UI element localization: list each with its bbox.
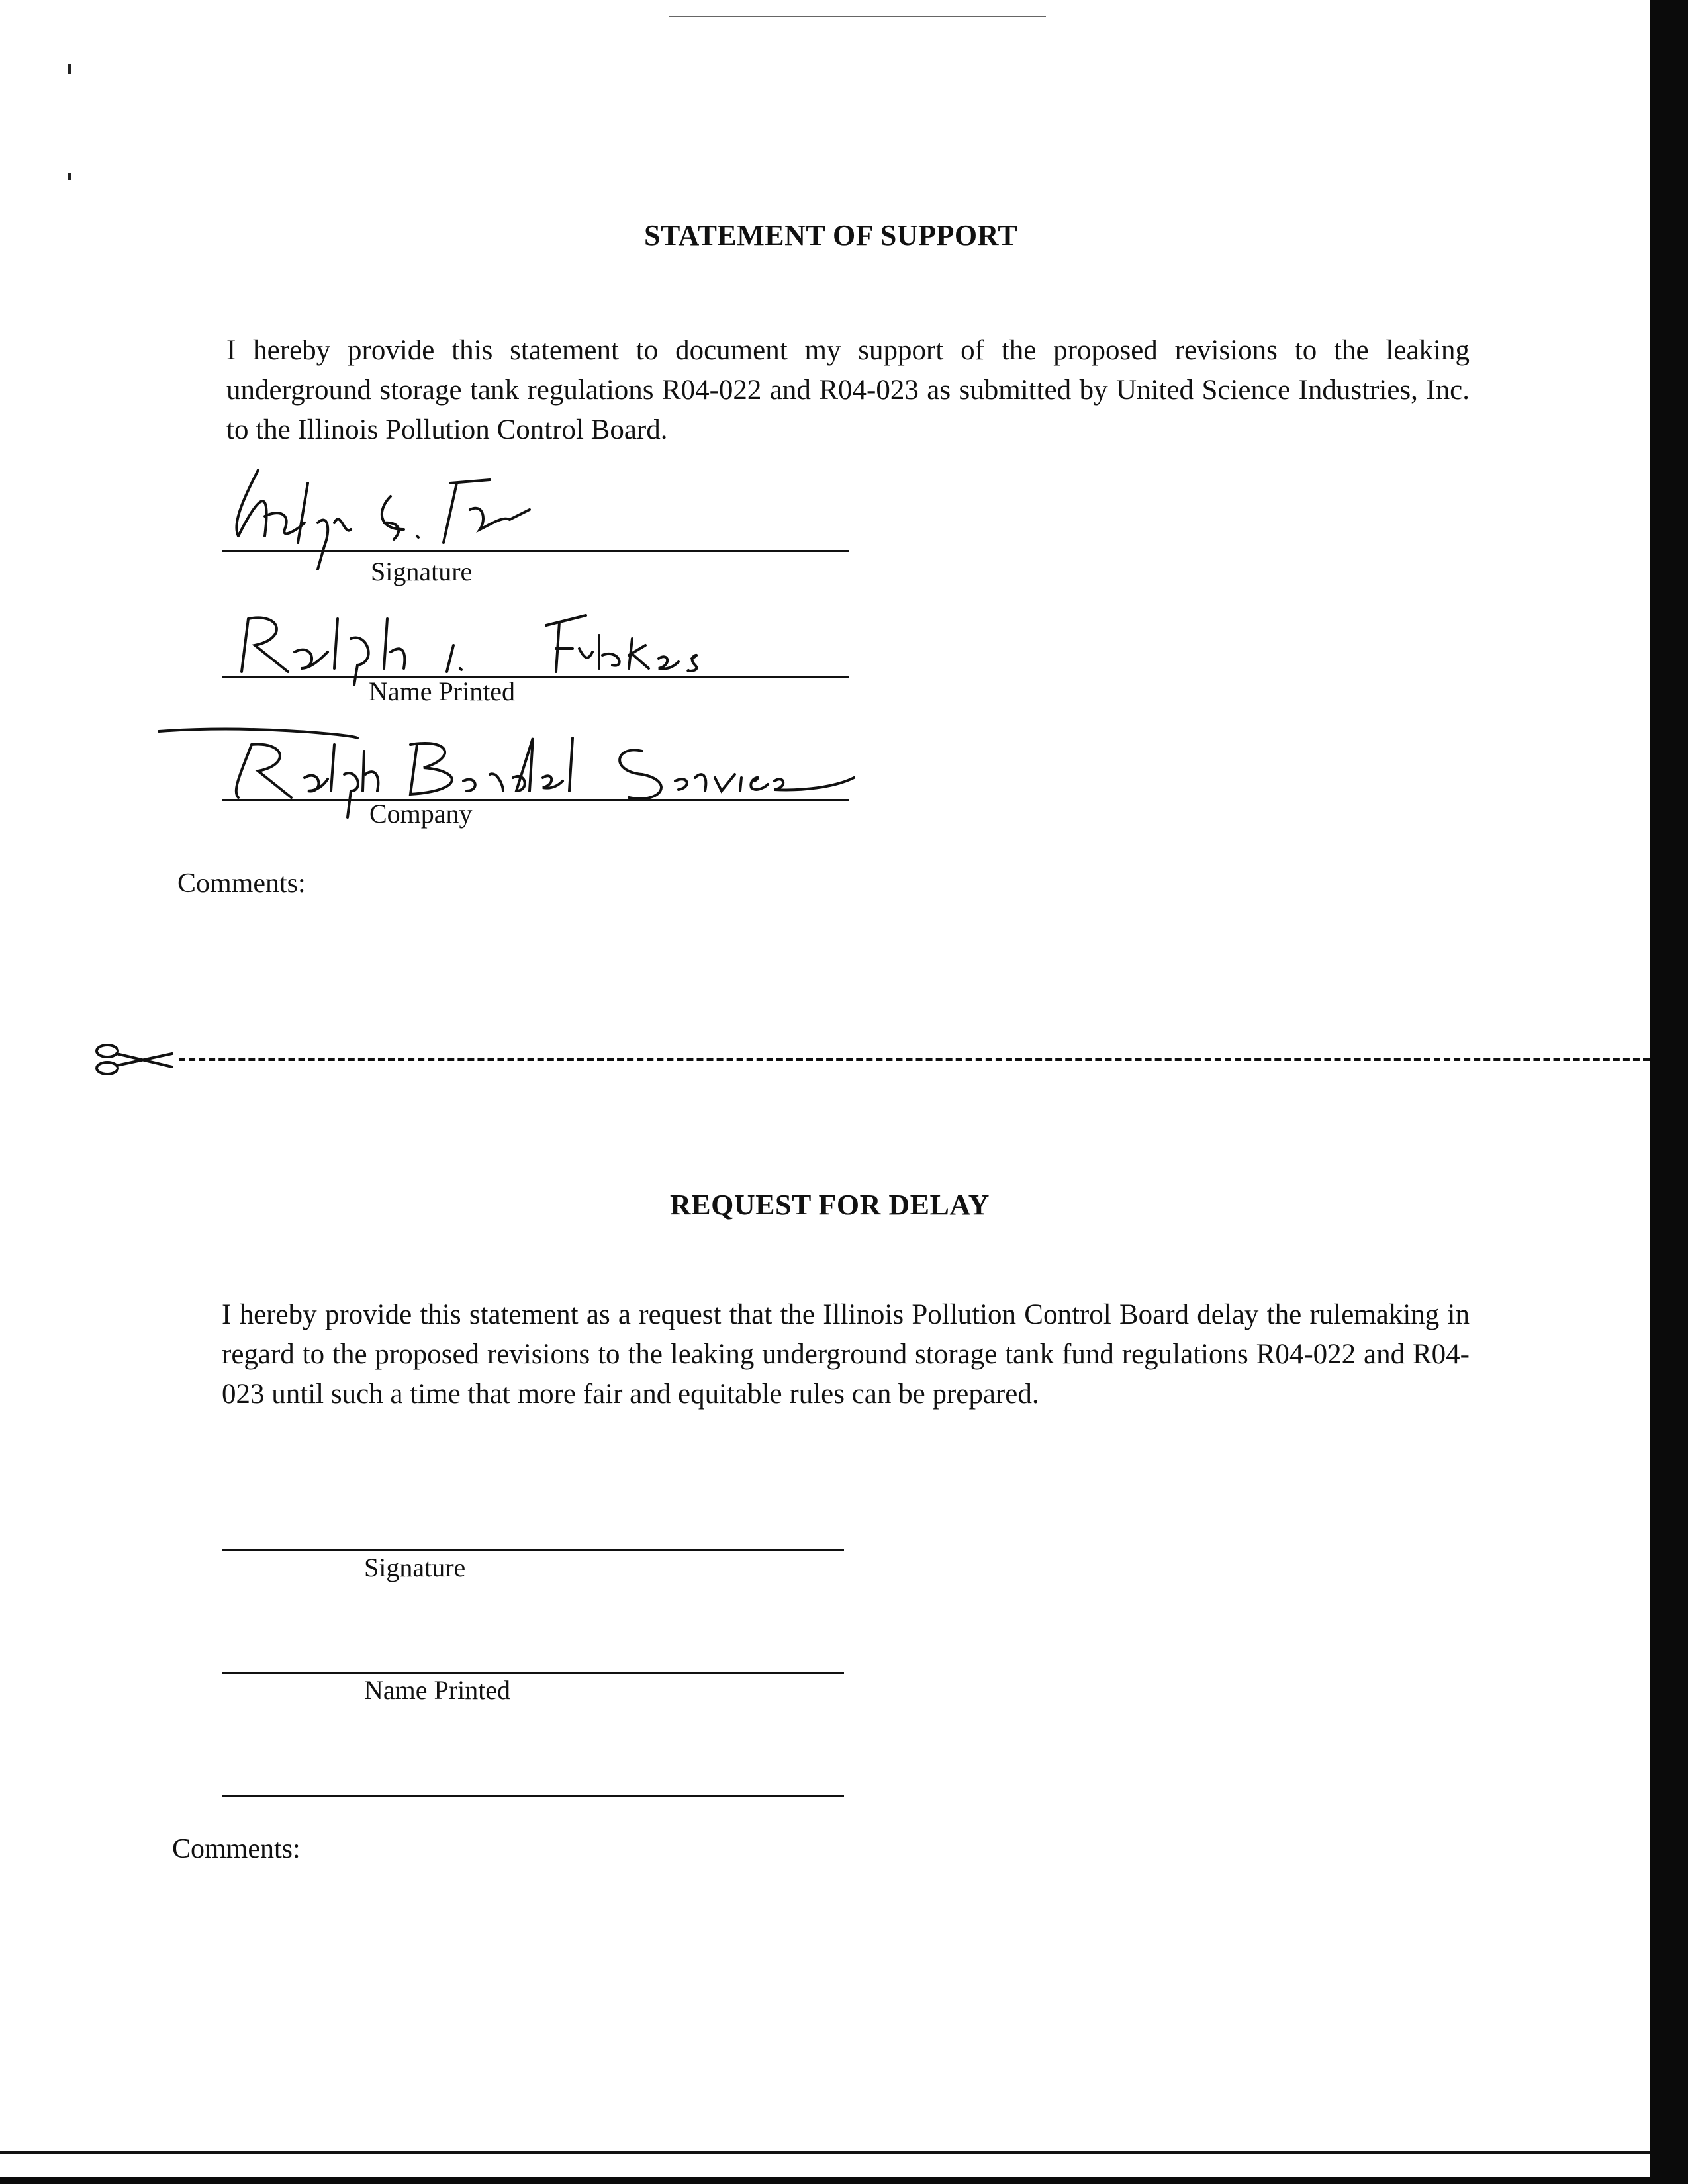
support-signature-label: Signature [371,557,473,586]
support-comments-label: Comments: [177,868,306,899]
cut-line [93,1039,1650,1079]
delay-name-line [222,1672,844,1674]
handwritten-company [152,718,867,837]
delay-paragraph: I hereby provide this statement as a request that the Illinois Pollution Control Board delay the rulemaking in regard to the proposed revisions to the leaking underground storage tank fund regulations R04-022 and R04-023 until such a time that more fair and equitable rules can be prepared. [222,1299,1470,1410]
support-name-label: Name Printed [369,676,516,706]
handwritten-name [228,599,758,685]
scissors-icon [93,1039,179,1079]
scan-speck [68,173,71,180]
scan-bottom-edge [0,2177,1688,2184]
scan-speck [68,64,71,74]
support-name-line [222,676,849,678]
cut-dashed-line [179,1058,1650,1061]
support-signature-line [222,550,849,552]
delay-blank-line [222,1795,844,1797]
delay-name-label: Name Printed [364,1675,511,1705]
scan-right-edge [1650,0,1688,2184]
delay-comments-label: Comments: [172,1834,301,1864]
support-paragraph: I hereby provide this statement to document my support of the proposed revisions to the leaking underground storage tank regulations R04-022 and R04-023 as submitted by United Science Industries, Inc. to the Illinois Pollution Control Board. [226,335,1470,445]
delay-signature-line [222,1549,844,1551]
delay-signature-label: Signature [364,1553,466,1582]
support-heading: STATEMENT OF SUPPORT [644,219,1018,251]
delay-heading: REQUEST FOR DELAY [670,1189,990,1221]
scan-bottom-line [0,2151,1650,2154]
support-company-line [222,799,849,801]
support-company-label: Company [369,799,473,829]
scan-top-line [669,16,1046,17]
